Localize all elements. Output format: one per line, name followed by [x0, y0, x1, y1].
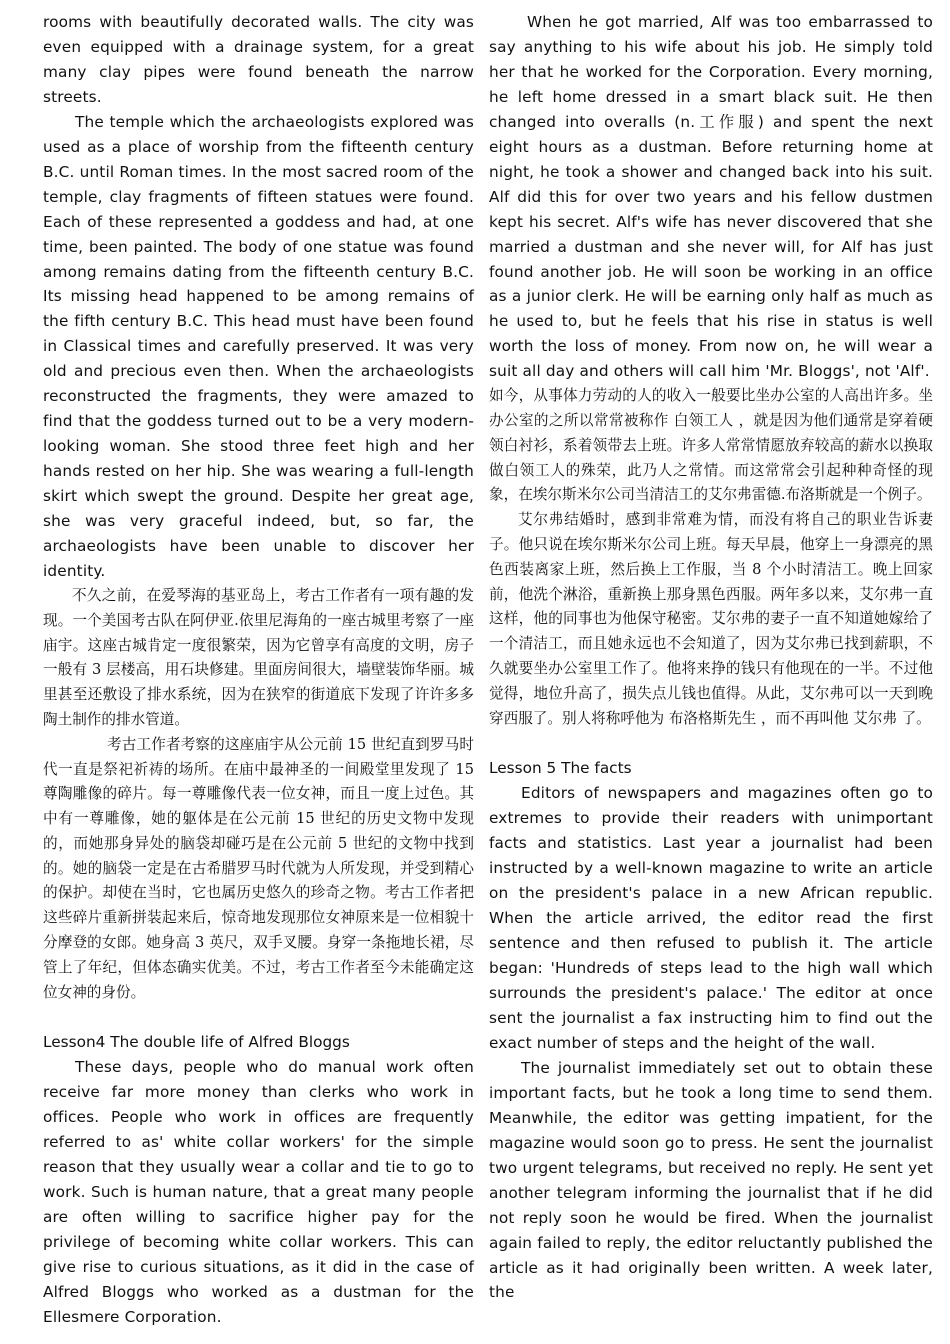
- left-column: [43, 10, 474, 1330]
- paragraph-city-description: rooms with beautifully decorated walls. The city was even equipped with a drainage system, for a great many clay pipes were found beneath the narrow streets.: [43, 13, 474, 106]
- section-spacer: [489, 731, 933, 756]
- right-column: [489, 10, 933, 1305]
- lesson4-title: Lesson4 The double life of Alfred Bloggs: [43, 1033, 350, 1052]
- chinese-paragraph-temple: 考古工作者考察的这座庙宇从公元前 15 世纪直到罗马时代一直是祭祀祈祷的场所。在庙中最神圣的一间殿堂里发现了 15 尊陶雕像的碎片。每一尊雕像代表一位女神，而且一度上过色。其中有一尊雕像，她的躯体是在公元前 15 世纪的历史文物中发现的，而她那身异处的脑袋却碰巧是在公元前 5 世纪的文物中找到的。她的脑袋一定是在古希腊罗马时代就为人所发现，并受到精心的保护。却使在当时，它也属历史悠久的珍奇之物。考古工作者把这些碎片重新拼装起来后，惊奇地发现那位女神原来是一位相貌十分摩登的女郎。她身高 3 英尺，双手叉腰。身穿一条拖地长裙，尽管上了年纪，但体态确实优美。不过，考古工作者至今未能确定这位女神的身份。: [43, 735, 474, 1001]
- paragraph-alf-married: When he got married, Alf was too embarrassed to say anything to his wife about his job. He simply told her that he worked for the Corporation. Every morning, he left home dressed in a smart black suit. He then changed into overalls (n.工作服) and spent the next eight hours as a dustman. Before returning home at night, he took a shower and changed back into his suit. Alf did this for over two years and his fellow dustmen kept his secret. Alf's wife has never discovered that she married a dustman and she never will, for Alf has just found another job. He will soon be working in an office as a junior clerk. He will be earning only half as much as he used to, but he feels that his rise in status is well worth the loss of money. From now on, he will wear a suit all day and others will call him 'Mr. Bloggs', not 'Alf'.: [489, 13, 933, 381]
- chinese-paragraph-white-collar: 如今，从事体力劳动的人的收入一般要比坐办公室的人高出许多。坐办公室的之所以常常被称作 白领工人 ，就是因为他们通常是穿着硬领白衬衫，系着领带去上班。许多人常常情愿放弃较高的薪水以换取做白领工人的殊荣，此乃人之常情。而这常常会引起种种奇怪的现象，在埃尔斯米尔公司当清洁工的艾尔弗雷德.布洛斯就是一个例子。: [489, 387, 933, 504]
- chinese-paragraph-alf: 艾尔弗结婚时，感到非常难为情，而没有将自己的职业告诉妻子。他只说在埃尔斯米尔公司上班。每天早晨，他穿上一身漂亮的黑色西装离家上班，然后换上工作服，当 8 个小时清洁工。晚上回家前，他洗个淋浴，重新换上那身黑色西服。两年多以来，艾尔弗一直这样，他的同事也为他保守秘密。艾尔弗的妻子一直不知道她嫁给了一个清洁工，而且她永远也不会知道了，因为艾尔弗已找到薪职，不久就要坐办公室里工作了。他将来挣的钱只有他现在的一半。不过他觉得，地位升高了，损失点儿钱也值得。从此，艾尔弗可以一天到晚穿西服了。别人将称呼他为 布洛格斯先生 ，而不再叫他 艾尔弗 了。: [489, 511, 933, 727]
- lesson5-title: Lesson 5 The facts: [489, 759, 632, 778]
- paragraph-lesson4: These days, people who do manual work often receive far more money than clerks who work in offices. People who work in offices are frequently referred to as' white collar workers' for the simple reason that they usually wear a collar and tie to go to work. Such is human nature, that a great many people are often willing to sacrifice higher pay for the privilege of becoming white collar workers. This can give rise to curious situations, as it did in the case of Alfred Bloggs who worked as a dustman for the Ellesmere Corporation.: [43, 1058, 474, 1326]
- paragraph-lesson5-editors: Editors of newspapers and magazines often go to extremes to provide their readers with unimportant facts and statistics. Last year a journalist had been instructed by a well-known magazine to write an article on the president's palace in a new African republic. When the article arrived, the editor read the first sentence and then refused to publish it. The article began: 'Hundreds of steps lead to the high wall which surrounds the president's palace.' The editor at once sent the journalist a fax instructing him to find out the exact number of steps and the height of the wall.: [489, 784, 933, 1052]
- chinese-paragraph-discovery: 不久之前，在爱琴海的基亚岛上，考古工作者有一项有趣的发现。一个美国考古队在阿伊亚.依里尼海角的一座古城里考察了一座庙宇。这座古城肯定一度很繁荣，因为它曾享有高度的文明，房子一般有 3 层楼高，用石块修建。里面房间很大，墙壁装饰华丽。城里甚至还敷设了排水系统，因为在狭窄的街道底下发现了许许多多陶土制作的排水管道。: [43, 586, 474, 728]
- section-spacer: [43, 1005, 474, 1030]
- paragraph-temple: The temple which the archaeologists explored was used as a place of worship from the fifteenth century B.C. until Roman times. In the most sacred room of the temple, clay fragments of fifteen statues were found. Each of these represented a goddess and had, at one time, been painted. The body of one statue was found among remains dating from the fifteenth century B.C. Its missing head happened to be among remains of the fifth century B.C. This head must have been found in Classical times and carefully preserved. It was very old and precious even then. When the archaeologists reconstructed the fragments, they were amazed to find that the goddess turned out to be a very modern-looking woman. She stood three feet high and her hands rested on her hip. She was wearing a full-length skirt which swept the ground. Despite her great age, she was very graceful indeed, but, so far, the archaeologists have been unable to discover her identity.: [43, 112, 474, 580]
- paragraph-lesson5-journalist: The journalist immediately set out to obtain these important facts, but he took a long time to send them. Meanwhile, the editor was getting impatient, for the magazine would soon go to press. He sent the journalist two urgent telegrams, but received no reply. He sent yet another telegram informing the journalist that if he did not reply soon he would be fired. When the journalist again failed to reply, the editor reluctantly published the article as it had originally been written. A week later, the: [489, 1058, 933, 1302]
